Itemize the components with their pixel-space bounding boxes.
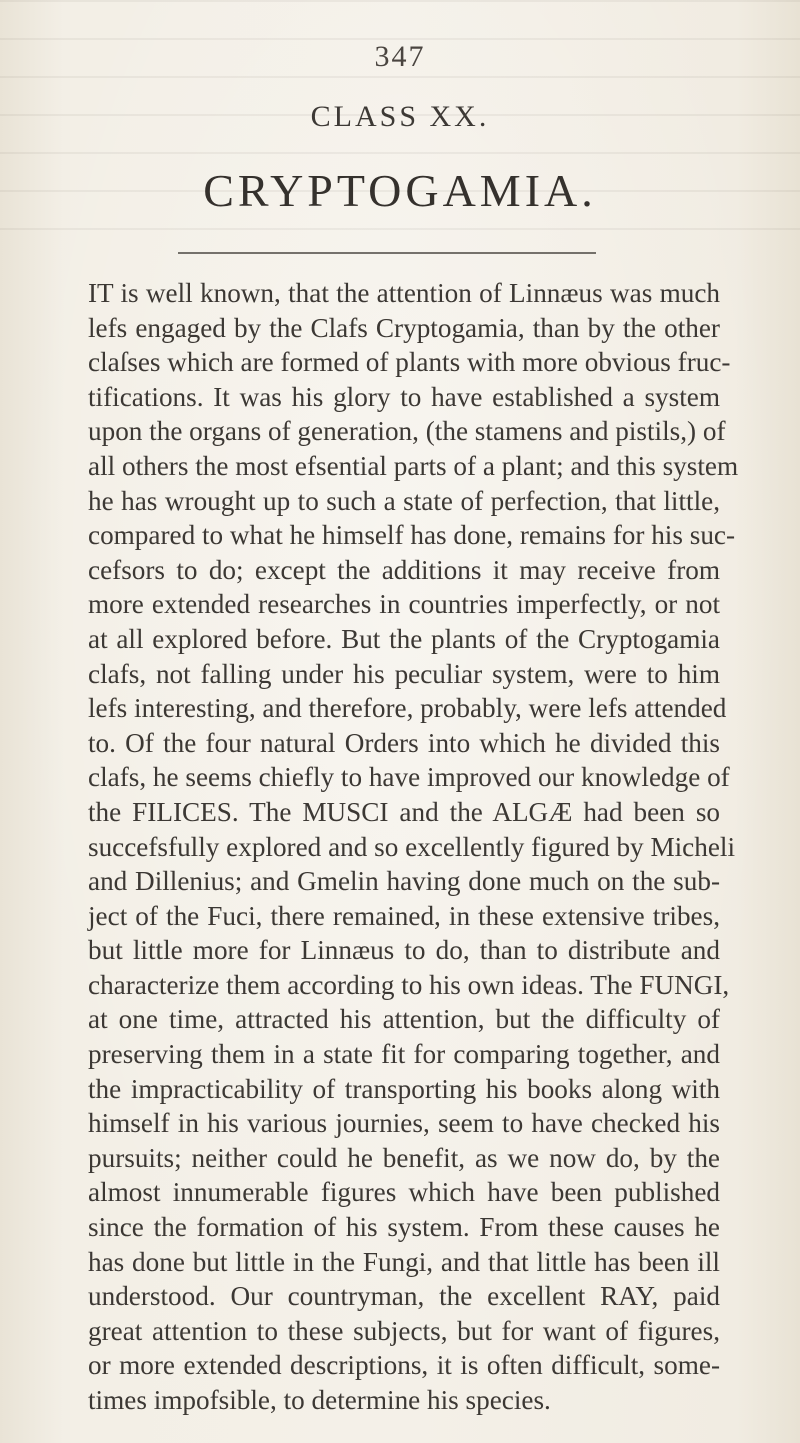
text-line: claſses which are formed of plants with more obvious fruc- <box>88 347 731 378</box>
text-line: lefs engaged by the Clafs Cryptogamia, than by the other <box>88 312 720 343</box>
text-line: tifications. It was his glory to have established a system <box>88 381 720 412</box>
text-line: clafs, he seems chiefly to have improved our knowledge of <box>88 762 730 793</box>
text-line: cefsors to do; except the additions it may receive from <box>88 554 720 585</box>
text-line: he has wrought up to such a state of perfection, that little, <box>88 485 720 516</box>
page-number: 347 <box>374 40 426 73</box>
text-line: more extended researches in countries imperfectly, or not <box>88 589 720 620</box>
text-line: the FILICES. The MUSCI and the ALGÆ had been so <box>88 796 720 827</box>
text-line: pursuits; neither could he benefit, as we now do, by the <box>88 1142 720 1173</box>
text-line: characterize them according to his own ideas. The FUNGI, <box>88 969 730 1000</box>
text-line: himself in his various journies, seem to have checked his <box>88 1108 720 1139</box>
text-line: at all explored before. But the plants of the Cryptogamia <box>88 623 720 654</box>
text-line: clafs, not falling under his peculiar system, were to him <box>88 658 720 689</box>
class-label: CLASS XX. <box>310 100 490 133</box>
text-line: succefsfully explored and so excellently figured by Micheli <box>88 831 736 862</box>
text-line: all others the most efsential parts of a plant; and this system <box>88 450 739 481</box>
text-line: lefs interesting, and therefore, probably, were lefs attended <box>88 693 727 724</box>
text-line: the impracticability of transporting his books along with <box>88 1073 720 1104</box>
text-line: and Dillenius; and Gmelin having done much on the sub- <box>88 866 720 897</box>
text-line: great attention to these subjects, but for want of figures, <box>88 1315 720 1346</box>
text-line: times impofsible, to determine his species. <box>88 1385 551 1415</box>
text-line: since the formation of his system. From these causes he <box>88 1212 720 1243</box>
text-line: almost innumerable figures which have been published <box>88 1177 720 1208</box>
text-line: understood. Our countryman, the excellent RAY, paid <box>88 1281 720 1312</box>
text-line: has done but little in the Fungi, and that little has been ill <box>88 1246 720 1277</box>
body-paragraph <box>88 276 739 1418</box>
text-line: at one time, attracted his attention, but the difficulty of <box>88 1004 720 1035</box>
text-line: but little more for Linnæus to do, than to distribute and <box>88 935 720 966</box>
text-line: to. Of the four natural Orders into which he divided this <box>88 727 720 758</box>
section-heading: CRYPTOGAMIA. <box>203 165 597 216</box>
text-line: or more extended descriptions, it is often difficult, some- <box>88 1350 720 1381</box>
text-line: upon the organs of generation, (the stamens and pistils,) of <box>88 416 726 447</box>
text-line: preserving them in a state fit for comparing together, and <box>88 1039 720 1070</box>
text-line: ject of the Fuci, there remained, in these extensive tribes, <box>88 900 720 931</box>
text-line: IT is well known, that the attention of Linnæus was much <box>88 278 720 308</box>
heading-rule <box>178 252 596 254</box>
text-line: compared to what he himself has done, remains for his suc- <box>88 520 736 551</box>
